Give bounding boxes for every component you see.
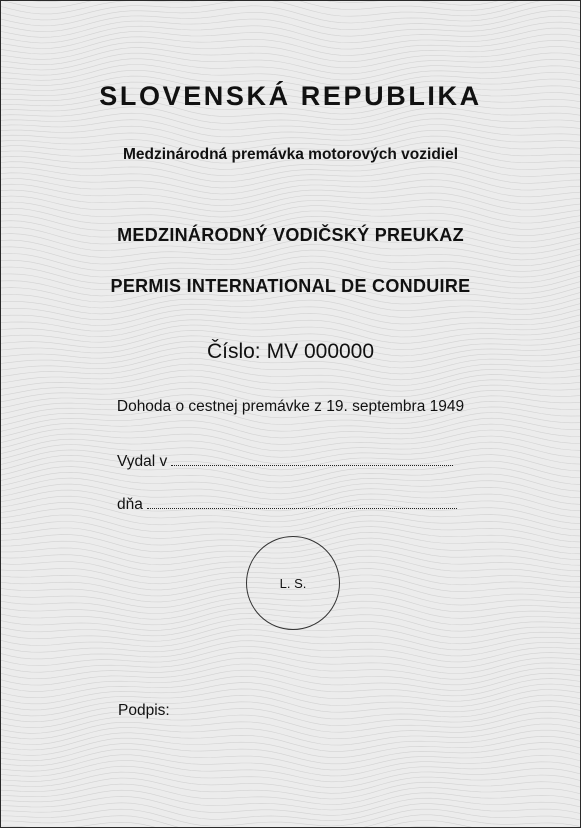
- traffic-subtitle: Medzinárodná premávka motorových vozidiel: [122, 146, 459, 163]
- issue-date-dotted-line: [147, 506, 457, 509]
- issue-date-field: [117, 496, 457, 514]
- license-title-french: PERMIS INTERNATIONAL DE CONDUIRE: [110, 276, 471, 296]
- issued-in-dotted-line: [171, 463, 453, 466]
- license-number-value: MV 000000: [266, 340, 375, 363]
- license-number-label: Číslo:: [206, 340, 261, 363]
- license-title-slovak: MEDZINÁRODNÝ VODIČSKÝ PREUKAZ: [117, 225, 464, 245]
- country-title: SLOVENSKÁ REPUBLIKA: [99, 81, 482, 111]
- license-number: [1, 340, 580, 364]
- signature-label: Podpis:: [118, 702, 170, 719]
- official-stamp-circle: [246, 536, 340, 630]
- convention-text: Dohoda o cestnej premávke z 19. septembra 1949: [116, 398, 465, 415]
- issue-date-label: dňa: [117, 496, 143, 513]
- issued-in-label: Vydal v: [117, 453, 168, 470]
- issued-in-field: [117, 453, 453, 471]
- stamp-label: L. S.: [279, 575, 307, 591]
- document-content: [1, 1, 580, 827]
